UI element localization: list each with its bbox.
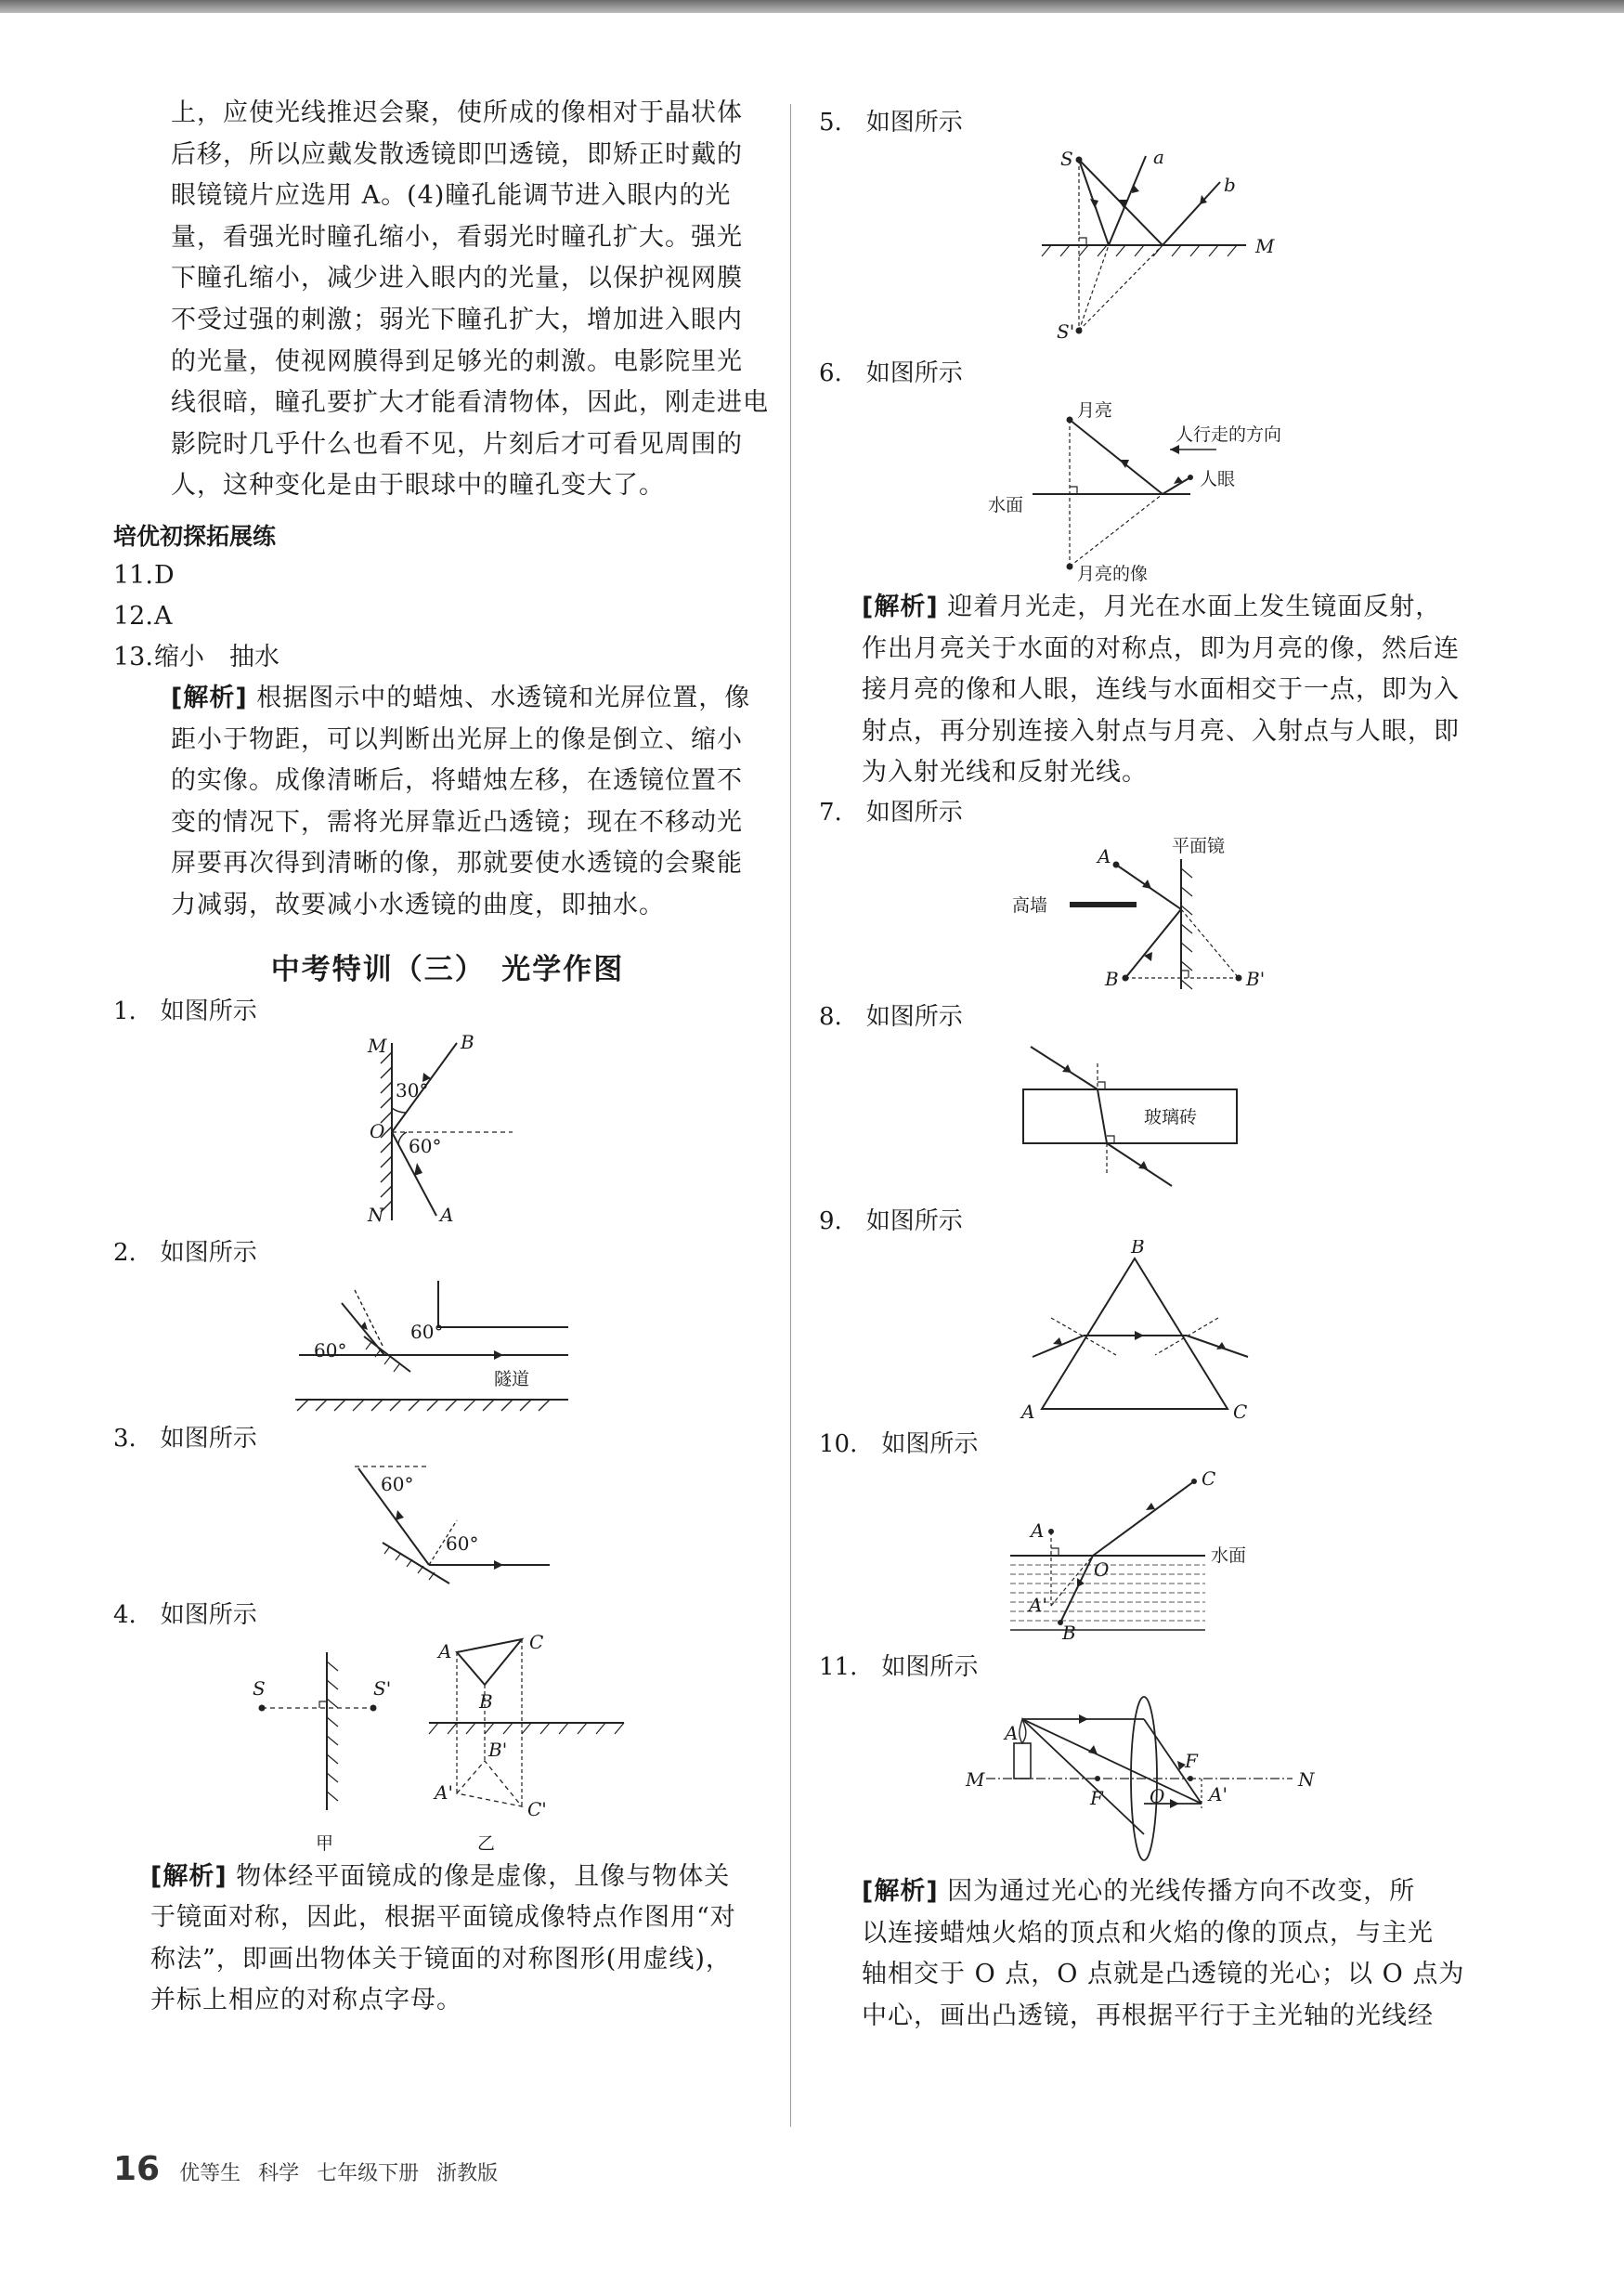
label-B: B [461,1030,474,1053]
label-F-right: F [1185,1749,1198,1772]
text-line: 后移，所以应戴发散透镜即凹透镜，即矫正时戴的 [171,139,743,169]
label-O: O [370,1119,385,1142]
text-line: 射点，再分别连接入射点与月亮、入射点与人眼，即 [862,716,1460,746]
angle-60-right: 60° [410,1320,444,1343]
label-N: N [1298,1767,1315,1791]
answer-number: 13. [113,642,153,671]
label-A-prime: A' [1029,1593,1047,1616]
figure-3 [327,1457,568,1597]
figure-9 [1005,1240,1283,1426]
analysis-6 [819,587,1469,794]
label-S-prime: S' [373,1676,392,1700]
label-A: A [1098,844,1111,867]
question-6-label: 6. 如图所示 [819,359,963,387]
label-B: B [479,1689,493,1713]
label-S: S [253,1676,266,1700]
figure-5 [1005,141,1283,355]
label-C: C [1202,1466,1216,1490]
text-line [150,1857,782,1898]
label-O: O [1150,1784,1165,1807]
column-divider [790,104,791,2127]
label-A-prime: A' [435,1780,453,1804]
answer-number: 11. [113,560,153,590]
answer-12 [113,596,782,637]
moon-image-label: 月亮的像 [1077,564,1149,584]
label-A: A [440,1203,454,1226]
question-10-label: 10. 如图所示 [819,1429,979,1458]
answer-13 [113,637,782,678]
text-line: 量，看强光时瞳孔缩小，看弱光时瞳孔扩大。强光 [171,222,743,252]
analysis-4 [113,1857,782,2022]
brand-name: 优等生 [179,2162,241,2185]
label-C: C [1233,1400,1248,1423]
label-A-prime: A' [1209,1782,1228,1805]
wall-label: 高墙 [1012,894,1048,916]
question-5-label: 5. 如图所示 [819,109,963,137]
page-number: 16 [113,2150,161,2188]
label-jia: 甲 [316,1832,334,1854]
question-9-label: 9. 如图所示 [819,1206,963,1235]
label-A: A [438,1639,452,1662]
label-A: A [1021,1400,1035,1423]
analysis-13 [113,678,782,927]
analysis-11 [819,1871,1469,2037]
figure-4 [234,1634,661,1857]
text-line: 人，这种变化是由于眼球中的瞳孔变大了。 [171,471,665,501]
angle-60-top: 60° [381,1472,414,1495]
question-8-label: 8. 如图所示 [819,1002,963,1031]
text-line [862,1871,1469,1913]
analysis-tag: [解析] [171,683,248,712]
label-yi: 乙 [477,1832,496,1854]
text-line: 接月亮的像和人眼，连线与水面相交于一点，即为入 [862,675,1460,705]
label-C: C [529,1633,544,1653]
question-3-label: 3. 如图所示 [113,1424,257,1453]
text-line: 屏要再次得到清晰的像，那就要使水透镜的会聚能 [171,849,743,879]
angle-60-bottom: 60° [446,1532,479,1555]
label-B-prime: B' [488,1738,508,1761]
water-surface-label: 水面 [988,495,1024,515]
text-line: 作出月亮关于水面的对称点，即为月亮的像，然后连 [862,633,1460,663]
grade-label: 七年级下册 [317,2162,420,2185]
analysis-tag: [解析] [862,1876,939,1906]
text-line: 眼镜镜片应选用 A。(4)瞳孔能调节进入眼内的光 [171,181,732,211]
eye-label: 人眼 [1200,469,1236,489]
moon-label: 月亮 [1077,400,1113,421]
figure-1 [327,1030,568,1234]
answer-text: D [154,560,175,590]
figure-2 [280,1271,615,1420]
label-A: A [1031,1518,1045,1542]
label-a: a [1153,146,1164,168]
label-M: M [368,1034,387,1057]
answer-text: 缩小 抽水 [154,642,279,671]
question-2-label: 2. 如图所示 [113,1238,257,1267]
text-line: 变的情况下，需将光屏靠近凸透镜；现在不移动光 [171,807,743,837]
chapter-title: 中考特训（三） 光学作图 [270,952,625,986]
tunnel-label: 隧道 [494,1368,530,1389]
continued-explanation [113,93,782,507]
label-F-left: F [1090,1786,1103,1809]
figure-6 [977,392,1311,587]
question-7-label: 7. 如图所示 [819,798,963,827]
label-C-prime: C' [527,1797,547,1820]
water-surface-label: 水面 [1211,1545,1247,1566]
text-line: 并标上相应的对称点字母。 [150,1986,462,2015]
text-line: 的实像。成像清晰后，将蜡烛左移，在透镜位置不 [171,766,743,796]
walking-direction-label: 人行走的方向 [1176,424,1282,445]
text-line: 距小于物距，可以判断出光屏上的像是倒立、缩小 [171,724,743,754]
question-4-label: 4. 如图所示 [113,1600,257,1629]
analysis-tag: [解析] [862,593,939,621]
text-span: 因为通过光心的光线传播方向不改变，所 [947,1876,1416,1906]
analysis-tag: [解析] [150,1861,227,1891]
label-A: A [1005,1721,1019,1744]
label-M: M [1255,235,1275,257]
label-B-prime: B' [1246,967,1266,990]
label-B: B [1062,1621,1076,1644]
text-span: 迎着月光走，月光在水面上发生镜面反射， [947,593,1442,621]
figure-11 [958,1686,1330,1871]
figure-7 [986,831,1302,998]
text-line: 轴相交于 O 点，O 点就是凸透镜的光心；以 O 点为 [862,1960,1465,1989]
text-line: 力减弱，故要减小水透镜的曲度，即抽水。 [171,890,665,919]
label-O: O [1094,1558,1110,1581]
page-top-edge [0,0,1624,13]
label-M: M [966,1767,985,1791]
answer-11 [113,555,782,596]
text-line: 的光量，使视网膜得到足够光的刺激。电影院里光 [171,346,743,376]
text-line: 以连接蜡烛火焰的顶点和火焰的像的顶点，与主光 [862,1918,1434,1948]
subject-name: 科学 [258,2162,300,2185]
text-span: 根据图示中的蜡烛、水透镜和光屏位置，像 [256,683,751,712]
text-line: 于镜面对称，因此，根据平面镜成像特点作图用“对 [150,1903,736,1933]
right-column [819,104,1469,2037]
text-line [862,587,1469,629]
angle-60: 60° [409,1134,442,1157]
label-S-prime: S' [1057,320,1075,343]
text-line [171,678,782,720]
figure-8 [995,1036,1293,1203]
text-line: 下瞳孔缩小，减少进入眼内的光量，以保护视网膜 [171,264,743,293]
text-line: 线很暗，瞳孔要扩大才能看清物体，因此，刚走进电 [171,388,769,418]
label-B: B [1131,1239,1145,1258]
mirror-label: 平面镜 [1172,835,1226,856]
text-span: 物体经平面镜成的像是虚像，且像与物体关 [236,1861,731,1891]
left-column [113,93,782,2022]
label-S: S [1060,148,1073,170]
answer-text: A [154,601,173,631]
label-B: B [1105,967,1119,990]
edition-label: 浙教版 [436,2162,499,2185]
angle-60-left: 60° [314,1338,347,1362]
text-line: 影院时几乎什么也看不见，片刻后才可看见周围的 [171,429,743,459]
label-N: N [368,1203,384,1226]
text-line: 为入射光线和反射光线。 [862,758,1148,788]
angle-30: 30° [396,1078,429,1101]
question-11-label: 11. 如图所示 [819,1652,979,1681]
text-line: 称法”，即画出物体关于镜面的对称图形(用虚线)， [150,1944,732,1974]
glass-brick-label: 玻璃砖 [1144,1106,1198,1127]
text-line: 上，应使光线推迟会聚，使所成的像相对于晶状体 [171,98,743,127]
figure-10 [995,1463,1293,1649]
text-line: 中心，画出凸透镜，再根据平行于主光轴的光线经 [862,2001,1434,2030]
text-line: 不受过强的刺激；弱光下瞳孔扩大，增加进入眼内 [171,305,743,334]
page-footer [113,2150,509,2188]
label-b: b [1224,174,1236,196]
question-1-label: 1. 如图所示 [113,997,257,1025]
section-heading: 培优初探拓展练 [113,522,277,550]
answer-number: 12. [113,601,153,631]
